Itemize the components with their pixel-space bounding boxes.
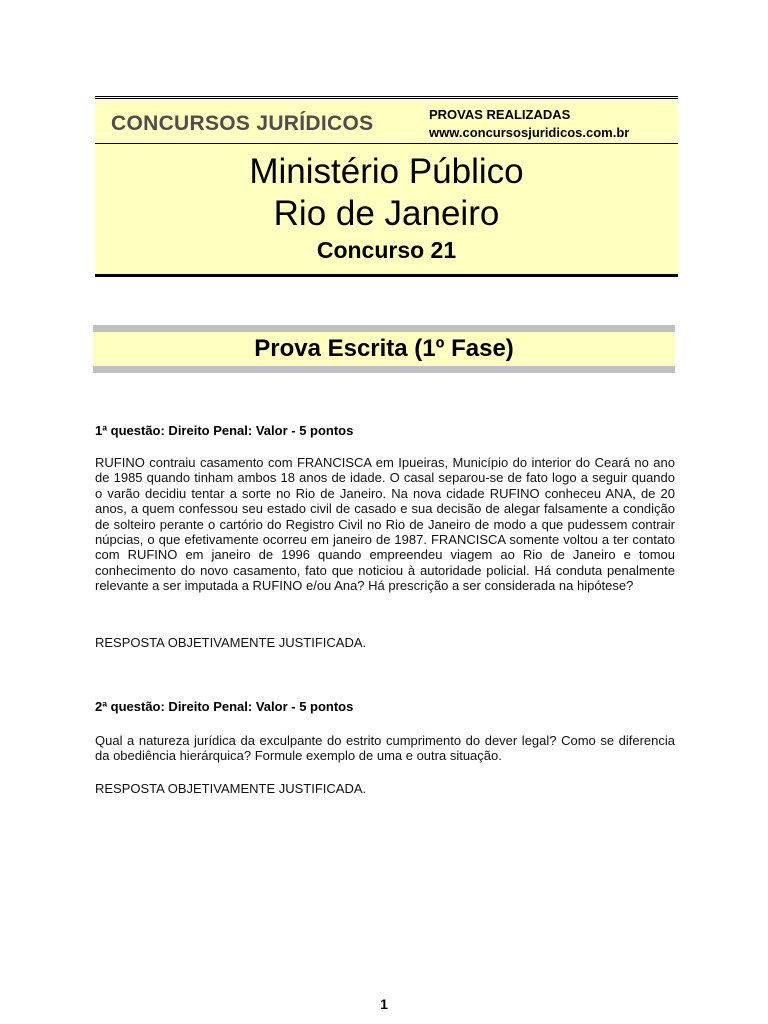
title-concurso: Concurso 21 bbox=[316, 237, 457, 263]
phase-box bbox=[93, 325, 675, 373]
header-top-bar bbox=[95, 103, 678, 144]
question-2-heading: 2ª questão: Direito Penal: Valor - 5 pontos bbox=[95, 699, 354, 714]
question-2-response: RESPOSTA OBJETIVAMENTE JUSTIFICADA. bbox=[95, 781, 367, 796]
phase-title: Prova Escrita (1º Fase) bbox=[254, 335, 514, 362]
title-rio: Rio de Janeiro bbox=[273, 194, 500, 233]
question-2-body: Qual a natureza jurídica da exculpante do estrito cumprimento do dever legal? Como se diferencia da obediência hierárquica? Formule exemplo de uma e outra situação. bbox=[95, 733, 675, 764]
brand-name: CONCURSOS JURÍDICOS bbox=[111, 112, 374, 135]
title-ministerio: Ministério Público bbox=[249, 152, 524, 191]
question-1-response: RESPOSTA OBJETIVAMENTE JUSTIFICADA. bbox=[95, 635, 367, 650]
question-1-body: RUFINO contraiu casamento com FRANCISCA em Ipueiras, Município do interior do Ceará no ano de 1985 quando tinham ambos 18 anos de idade. O casal separou-se de fato logo a seguir quando o varão decidiu tentar a sorte no Rio de Janeiro. Na nova cidade RUFINO conheceu ANA, de 20 anos, a quem confessou seu estado civil de casado e sua decisão de alegar falsamente a condição de solteiro perante o cartório do Registro Civil no Rio de Janeiro de modo a que pudessem contrair núpcias, o que efetivamente ocorreu em janeiro de 1987. FRANCISCA somente voltou a ter contato com RUFINO em janeiro de 1996 quando empreendeu viagem ao Rio de Janeiro e tomou conhecimento do novo casamento, fato que noticiou à autoridade policial. Há conduta penalmente relevante a ser imputada a RUFINO e/ou Ana? Há prescrição a ser considerada na hipótese? bbox=[95, 455, 675, 594]
page-number: 1 bbox=[380, 996, 388, 1012]
header-box bbox=[95, 96, 678, 277]
site-url: www.concursosjuridicos.com.br bbox=[429, 125, 630, 140]
question-1-heading: 1ª questão: Direito Penal: Valor - 5 pontos bbox=[95, 423, 354, 438]
provas-label: PROVAS REALIZADAS bbox=[429, 107, 571, 122]
title-block bbox=[95, 151, 678, 265]
